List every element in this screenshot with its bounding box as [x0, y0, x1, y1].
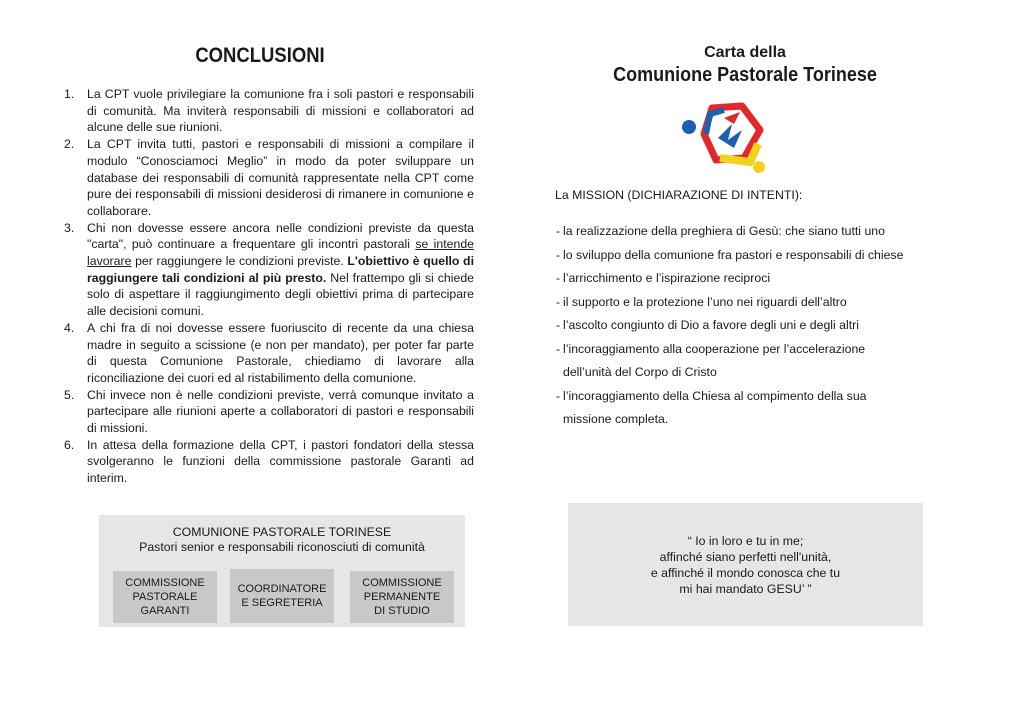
carta-title: Carta della — [704, 44, 786, 61]
org-unit-coordinatore: COORDINATORE E SEGRETERIA — [230, 569, 334, 623]
list-item: 2. La CPT invita tutti, pastori e responsabili di missioni a compilare il modulo “Conosciamoci Meglio” in modo da poter sviluppare un database dei responsabili di comunità rappresentate nella CPT come pure dei responsabili di missioni desiderosi di rimanere in comunione e collaborare. — [64, 137, 474, 218]
org-unit-studio: COMMISSIONE PERMANENTE DI STUDIO — [350, 571, 454, 623]
list-item: - il supporto e la protezione l’uno nei riguardi dell’altro — [556, 294, 847, 309]
list-item: - l’incoraggiamento alla cooperazione per l’accelerazione dell’unità del Corpo di Cristo — [556, 341, 866, 379]
mission-list — [556, 220, 916, 432]
list-item: - l’incoraggiamento della Chiesa al compimento della sua missione completa. — [556, 388, 867, 426]
conclusioni-list — [64, 86, 474, 487]
list-item: - l’arricchimento e l’ispirazione reciproci — [556, 271, 771, 285]
org-chart-box — [99, 515, 465, 627]
list-item: 3. Chi non dovesse essere ancora nelle condizioni previste da questa "carta", può continuare a frequentare gli incontri pastorali se intende lavorare per raggiungere le condizioni previste. L'obiettivo è quello di raggiungere tali condizioni al più presto. Nel frattempo gli si chiede solo di aspettare il raggiungimento degli obiettivi prima di partecipare alle decisioni comuni. — [64, 220, 475, 319]
list-item: 1. La CPT vuole privilegiare la comunione fra i soli pastori e responsabili di comunità. Ma inviterà responsabili di missioni e collaboratori ad alcune delle sue riunioni. — [64, 87, 474, 135]
conclusioni-title: CONCLUSIONI — [195, 44, 325, 67]
list-item: - la realizzazione della preghiera di Gesù: che siano tutti uno — [556, 224, 885, 238]
org-unit-garanti: COMMISSIONE PASTORALE GARANTI — [113, 571, 217, 623]
comunione-logo-icon — [680, 100, 770, 178]
list-item: 5. Chi invece non è nelle condizioni previste, verrà comunque invitato a partecipare alle riunioni aperte a collaboratori di pastori e responsabili di missioni. — [64, 387, 474, 436]
bold-text: L'obiettivo è quello di raggiungere tali condizioni al più presto. — [87, 254, 474, 285]
list-item: 4. A chi fra di noi dovesse essere fuoriuscito di recente da una chiesa madre in seguito a scissione (e non per mandato), per poter far parte di questa Comunione Pastorale, chiediamo di lavorare alla riconciliazione dei cuori ed al ristabilimento della comunione. — [64, 320, 474, 385]
mission-heading: La MISSION (DICHIARAZIONE DI INTENTI): — [555, 188, 803, 202]
quote-box — [568, 503, 923, 626]
list-item: - l’ascolto congiunto di Dio a favore degli uni e degli altri — [556, 318, 859, 332]
underlined-text: se intende lavorare — [87, 237, 475, 269]
quote-text: “ Io in loro e tu in me; affinché siano perfetti nell'unità, e affinché il mondo conosca che tu mi hai mandato GESU’ ” — [650, 534, 841, 596]
carta-subtitle: Comunione Pastorale Torinese — [613, 64, 877, 86]
list-item: - lo sviluppo della comunione fra pastori e responsabili di chiese — [556, 247, 904, 262]
list-item: 6. In attesa della formazione della CPT, i pastori fondatori della stessa svolgeranno le funzioni della commissione pastorale Garanti ad interim. — [64, 437, 474, 486]
org-chart-title: COMUNIONE PASTORALE TORINESE Pastori senior e responsabili riconosciuti di comunità — [139, 525, 425, 554]
